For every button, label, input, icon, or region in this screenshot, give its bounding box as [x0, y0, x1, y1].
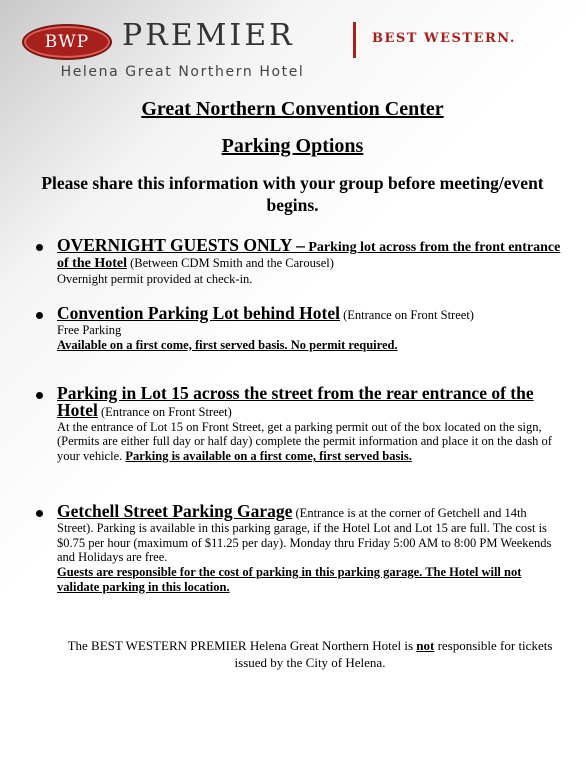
- premier-wordmark: PREMIER: [122, 18, 295, 53]
- best-western-wordmark: BEST WESTERN.: [372, 31, 516, 46]
- option-note: Guests are responsible for the cost of parking in this parking garage. The Hotel will not validate parking in this location.: [57, 565, 522, 594]
- hotel-name: Helena Great Northern Hotel: [60, 64, 305, 80]
- option-parenthetical: (Entrance on Front Street): [339, 308, 474, 322]
- logo-divider: [353, 22, 356, 58]
- option-convention-lot: [57, 303, 562, 352]
- option-body: Overnight permit provided at check-in.: [57, 271, 253, 286]
- document-title: Great Northern Convention Center: [141, 98, 444, 120]
- option-title-continued: Parking lot across from the front entrance of the Hotel: [57, 240, 561, 271]
- option-body: Parking is available in this parking garage, if the Hotel Lot and Lot 15 are full. The cost is $0.75 per hour (maximum of $11.25 per day). Monday thru Friday 5:00 AM to 8:00 PM Weekends and Holidays are free.: [57, 520, 552, 565]
- option-overnight-guests: [57, 235, 562, 286]
- bullet: [36, 244, 43, 251]
- option-title: Parking in Lot 15 across the street from the rear entrance of the Hotel: [57, 383, 534, 420]
- option-title: Convention Parking Lot behind Hotel: [57, 303, 340, 323]
- option-body: At the entrance of Lot 15 on Front Street, get a parking permit out of the box located on the sign, (Permits are either full day or half day) complete the permit information and place it on the dash of your vehicle.: [57, 419, 552, 464]
- bwp-logo-badge: BWP: [22, 24, 112, 60]
- option-note: Parking is available on a first come, first served basis.: [125, 449, 412, 464]
- option-parenthetical: (Entrance on Front Street): [97, 404, 232, 419]
- option-parenthetical: (Between CDM Smith and the Carousel): [126, 255, 334, 270]
- bullet: [36, 312, 43, 319]
- disclaimer-text: The BEST WESTERN PREMIER Helena Great Northern Hotel is: [67, 638, 417, 653]
- option-lot-15: [57, 383, 562, 464]
- option-note: Available on a first come, first served basis. No permit required.: [57, 337, 398, 352]
- option-getchell-garage: [57, 501, 562, 595]
- disclaimer-emphasis: not: [416, 638, 435, 653]
- option-parenthetical: (Entrance is at the corner of Getchell and 14th Street).: [57, 506, 527, 535]
- option-title: OVERNIGHT GUESTS ONLY –: [57, 235, 305, 255]
- bullet: [36, 510, 43, 517]
- disclaimer-footer: [60, 637, 560, 671]
- document-subtitle: Parking Options: [221, 135, 364, 157]
- intro-text: Please share this information with your group before meeting/event begins.: [41, 173, 544, 215]
- disclaimer-text-end: responsible for tickets issued by the City of Helena.: [234, 638, 553, 670]
- option-body: Free Parking: [57, 322, 122, 337]
- letterhead: [0, 0, 585, 90]
- bullet: [36, 392, 43, 399]
- option-title: Getchell Street Parking Garage: [57, 501, 293, 521]
